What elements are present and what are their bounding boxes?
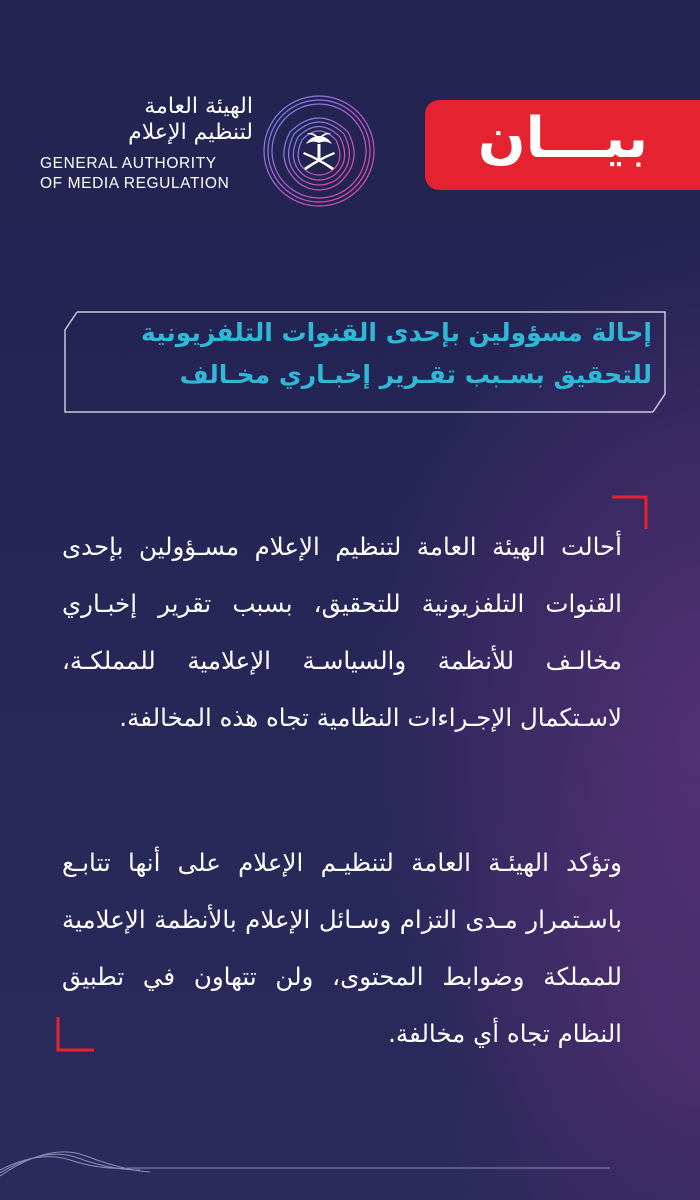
logo-arabic-line2: لتنظيم الإعلام <box>128 120 253 145</box>
headline-line1: إحالة مسؤولين بإحدى القنوات التلفزيونية <box>141 318 652 347</box>
headline-line2: للتحقيق بسـبب تقـرير إخبـاري مخـالف <box>179 360 652 389</box>
saudi-emblem-icon <box>260 92 378 210</box>
logo-english-line2: OF MEDIA REGULATION <box>40 175 230 192</box>
statement-paragraph-2: وتؤكد الهيئـة العامة لتنظيـم الإعلام على أنها تتابـع باسـتمرار مـدى التزام وسـائل الإعلام بالأنظمة الإعلامية للمملكة وضوابط المحتوى، ولن تتهاون في تطبيق النظام تجاه أي مخالفة. <box>62 848 622 1048</box>
logo-arabic-line1: الهيئة العامة <box>144 94 253 119</box>
bottom-wave-decoration <box>0 1140 700 1180</box>
authority-logo <box>38 92 378 207</box>
logo-english-line1: GENERAL AUTHORITY <box>40 155 217 172</box>
statement-badge-label: بيـــان <box>477 106 648 171</box>
headline <box>92 312 652 396</box>
statement-paragraph-1: أحالت الهيئة العامة لتنظيم الإعلام مسـؤولين بإحدى القنوات التلفزيونية للتحقيق، بسبب تقرير إخبـاري مخالـف للأنظمة والسياسـة الإعلامية للمملكـة، لاسـتكمال الإجـراءات النظامية تجاه هذه المخالفة. <box>62 532 622 732</box>
statement-badge <box>425 100 700 190</box>
